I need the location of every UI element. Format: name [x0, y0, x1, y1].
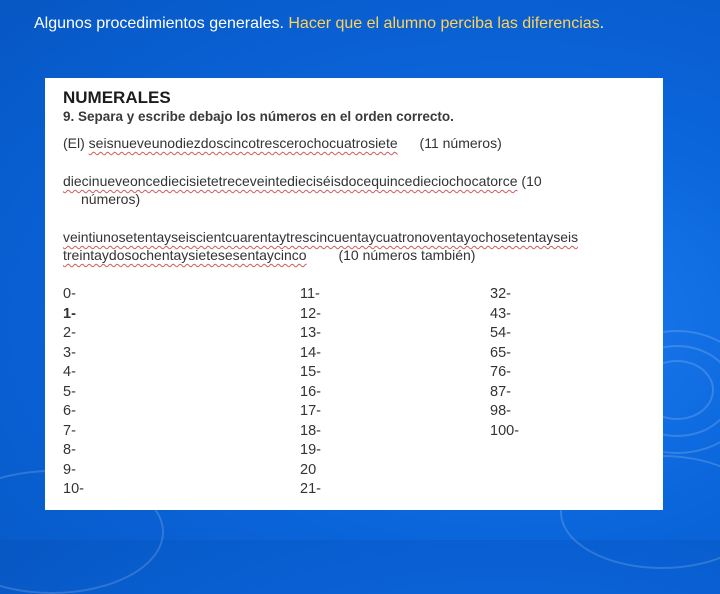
answer-item: 98-	[490, 403, 511, 419]
answer-item: 21-	[300, 481, 321, 497]
answer-item: 54-	[490, 325, 511, 341]
exercise-1-note: (11 números)	[419, 135, 502, 151]
exercise-line-2	[63, 173, 542, 189]
document-image	[45, 78, 663, 510]
exercise-2-letters: diecinueveoncediecisietetreceveintedieciséisdocequincedieciochocatorce	[63, 173, 518, 189]
answer-item: 15-	[300, 364, 321, 380]
answer-item: 19-	[300, 442, 321, 458]
answer-item: 16-	[300, 383, 321, 400]
exercise-instruction: 9. Separa y escribe debajo los números en el orden correcto.	[63, 109, 454, 124]
answer-item: 76-	[490, 364, 511, 380]
answer-column-1	[63, 285, 84, 500]
answer-item: 2-	[63, 325, 76, 341]
answer-item: 20	[300, 461, 317, 478]
answer-item: 10-	[63, 481, 84, 497]
exercise-2-note-b: números)	[81, 191, 141, 207]
exercise-3-note: (10 números también)	[338, 247, 476, 263]
document-heading: NUMERALES	[63, 88, 171, 107]
answer-item: 1-	[63, 305, 76, 322]
exercise-1-letters: seisnueveunodiezdoscincotrescerochocuatrosiete	[88, 135, 398, 151]
answer-item: 3-	[63, 344, 76, 361]
answer-item: 4-	[63, 364, 76, 380]
exercise-line-4	[63, 247, 475, 263]
answer-item: 11-	[300, 286, 320, 302]
exercise-1-prefix: (El)	[63, 135, 89, 151]
answer-item: 18-	[300, 422, 321, 439]
answer-item: 14-	[300, 344, 321, 361]
answer-item: 17-	[300, 403, 321, 419]
answer-column-2	[300, 285, 321, 500]
answer-item: 8-	[63, 442, 76, 458]
answer-item: 6-	[63, 403, 76, 419]
answer-item: 7-	[63, 422, 76, 439]
answer-item: 100-	[490, 422, 520, 439]
answer-item: 32-	[490, 286, 511, 302]
answer-item: 87-	[490, 383, 511, 400]
title-period: .	[599, 15, 605, 32]
answer-item: 65-	[490, 344, 511, 361]
answer-item: 0-	[63, 286, 76, 302]
exercise-3-letters-2: treintaydosochentaysietesesentaycinco	[63, 247, 307, 263]
exercise-3-letters-1: veintiunosetentayseiscientcuarentaytrescincuentaycuatronoventayochosetentayseis	[63, 229, 579, 245]
exercise-2-note-a: (10	[517, 173, 542, 189]
answer-item: 43-	[490, 305, 511, 322]
exercise-line-1	[63, 135, 502, 151]
slide-title	[34, 15, 604, 33]
answer-item: 12-	[300, 305, 321, 322]
answer-item: 9-	[63, 461, 76, 478]
answer-item: 5-	[63, 383, 76, 400]
exercise-line-3	[63, 229, 578, 245]
answer-item: 13-	[300, 325, 321, 341]
answer-column-3	[490, 285, 519, 441]
title-part-main: Algunos procedimientos generales.	[34, 15, 289, 32]
title-part-highlight: Hacer que el alumno perciba las diferencias	[288, 15, 600, 32]
